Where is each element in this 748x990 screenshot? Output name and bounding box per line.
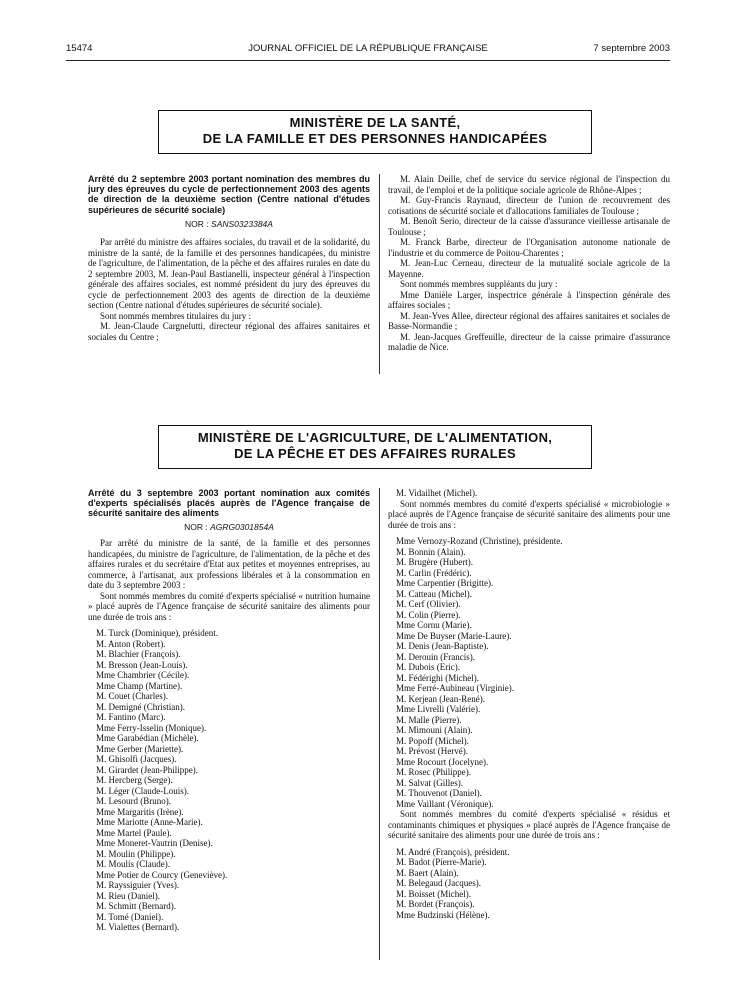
running-header bbox=[66, 43, 670, 57]
list-item: Mme Chambrier (Cécile). bbox=[96, 670, 190, 681]
list-item: M. Baert (Alain). bbox=[396, 867, 459, 878]
list-item: M. Derouin (Francis). bbox=[396, 651, 475, 662]
list-item: M. Hercberg (Serge). bbox=[96, 775, 173, 786]
list-item: M. Anton (Robert). bbox=[96, 638, 166, 649]
list-item: M. Carlin (Frédéric). bbox=[396, 567, 472, 578]
paragraph: Sont nommés membres suppléants du jury : bbox=[400, 279, 558, 289]
paragraph: Par arrêté du ministre de la santé, de la famille et des personnes handicapées, du ministre de l'agriculture, de l'alimentation, de la pêche et des affaires rurales et du secrétaire d'Etat aux petites et moyennes entreprises, au commerce, à l'artisanat, aux professions libérales et à la consommation en date du 3 septembre 2003 : bbox=[88, 538, 370, 591]
paragraph: Sont nommés membres du comité d'experts spécialisé « nutrition humaine » placé auprès de l'Agence française de sécurité sanitaire des aliments pour une durée de trois ans : bbox=[88, 590, 370, 622]
list-item: M. Moulin (Philippe). bbox=[96, 848, 176, 859]
nor-label: NOR : bbox=[185, 218, 209, 229]
paragraph: M. Jean-Yves Allee, directeur régional des affaires sanitaires et sociales de Basse-Normandie ; bbox=[388, 310, 670, 331]
list-item: M. Cerf (Olivier). bbox=[396, 599, 461, 609]
nor-reference bbox=[88, 522, 370, 533]
ministry-name-line1: MINISTÈRE DE LA SANTÉ, bbox=[289, 115, 461, 130]
list-item: M. Fantino (Marc). bbox=[96, 712, 166, 723]
list-item: Mme Vernozy-Rozand (Christine), présidente. bbox=[396, 536, 563, 546]
list-item: M. Boisset (Michel). bbox=[396, 888, 471, 899]
list-item: M. Kerjean (Jean-René). bbox=[396, 693, 485, 704]
article-right-column-2 bbox=[388, 488, 670, 920]
list-item: M. Rosec (Philippe). bbox=[396, 767, 471, 777]
list-item: M. Badot (Pierre-Marie). bbox=[396, 857, 487, 867]
paragraph: Sont nommés membres du comité d'experts spécialisé « résidus et contaminants chimiques et physiques » placé auprès de l'Agence française de sécurité sanitaire des aliments pour une durée de trois ans : bbox=[388, 809, 670, 840]
list-item: Mme Margaritis (Irène). bbox=[96, 806, 184, 817]
nor-label: NOR : bbox=[184, 521, 208, 532]
residues-committee-list bbox=[388, 847, 670, 921]
ministry-name-line2: DE LA FAMILLE ET DES PERSONNES HANDICAPÉES bbox=[202, 131, 548, 146]
ministry-box-sante bbox=[158, 110, 592, 154]
ministry-name-line1: MINISTÈRE DE L'AGRICULTURE, DE L'ALIMENTATION, bbox=[197, 430, 553, 445]
list-item: Mme Moneret-Vautrin (Denise). bbox=[96, 838, 213, 849]
list-item: Mme Livrelli (Valérie). bbox=[396, 704, 481, 714]
article-left-column-1 bbox=[88, 174, 370, 342]
article-left-column-2 bbox=[88, 488, 370, 933]
article-title: Arrêté du 3 septembre 2003 portant nomination aux comités d'experts spécialisés placés auprès de l'Agence française de sécurité sanitaire des aliments bbox=[88, 488, 370, 519]
header-rule bbox=[66, 60, 670, 61]
list-item: M. Demigné (Christian). bbox=[96, 701, 185, 712]
list-item: M. Lesourd (Bruno). bbox=[96, 796, 171, 807]
list-item: M. Turck (Dominique), président. bbox=[96, 628, 218, 639]
paragraph: M. Alain Deille, chef de service du service régional de l'inspection du travail, de l'emploi et de la politique sociale agricole de Rhône-Alpes ; bbox=[388, 174, 670, 195]
list-item: M. Dubois (Eric). bbox=[396, 662, 460, 672]
paragraph: M. Benoît Serio, directeur de la caisse d'assurance vieillesse artisanale de Toulouse ; bbox=[388, 216, 670, 237]
list-item: M. Malle (Pierre). bbox=[396, 714, 462, 725]
paragraph: M. Jean-Jacques Greffeuille, directeur de la caisse primaire d'assurance maladie de Nice. bbox=[388, 331, 670, 352]
list-item: M. Bresson (Jean-Louis). bbox=[96, 659, 188, 670]
issue-date: 7 septembre 2003 bbox=[593, 43, 670, 54]
list-item: M. Catteau (Michel). bbox=[396, 588, 472, 599]
list-item: M. Rieu (Daniel). bbox=[96, 890, 160, 901]
list-item: M. Thouvenot (Daniel). bbox=[396, 788, 482, 798]
article-title: Arrêté du 2 septembre 2003 portant nomination des membres du jury des épreuves du cycle de perfectionnement 2003 des agents de direction de la deuxième section (Centre national d'études supérieures de sécurité sociale) bbox=[88, 174, 370, 215]
nor-code: AGRG0301854A bbox=[210, 521, 274, 532]
list-item: Mme Vaillant (Véronique). bbox=[396, 798, 494, 809]
paragraph: M. Franck Barbe, directeur de l'Organisation autonome nationale de l'industrie et du commerce de Poitou-Charentes ; bbox=[388, 237, 670, 258]
list-item: M. Bordet (François). bbox=[396, 899, 475, 909]
list-item: Mme Rocourt (Jocelyne). bbox=[396, 756, 489, 767]
journal-title: JOURNAL OFFICIEL DE LA RÉPUBLIQUE FRANÇAISE bbox=[248, 43, 488, 54]
list-item: M. Tomé (Daniel). bbox=[96, 911, 164, 922]
list-item: M. Salvat (Gilles). bbox=[396, 777, 463, 788]
microbiology-committee-list bbox=[388, 536, 670, 809]
list-item: Mme Cornu (Marie). bbox=[396, 620, 472, 630]
nutrition-committee-list bbox=[88, 628, 370, 933]
ministry-box-agriculture bbox=[158, 425, 592, 469]
list-item: M. Denis (Jean-Baptiste). bbox=[396, 641, 489, 651]
column-separator bbox=[379, 174, 380, 374]
paragraph: M. Jean-Claude Cargnelutti, directeur régional des affaires sanitaires et sociales du Centre ; bbox=[88, 321, 370, 342]
list-item: Mme Potier de Courcy (Geneviève). bbox=[96, 869, 228, 880]
list-item: M. Léger (Claude-Louis). bbox=[96, 785, 189, 796]
list-item: M. Mimouni (Alain). bbox=[396, 725, 473, 735]
paragraph: Sont nommés membres titulaires du jury : bbox=[100, 310, 251, 321]
article-right-column-1 bbox=[388, 174, 670, 353]
list-item: M. Couet (Charles). bbox=[96, 691, 168, 702]
list-item: Mme Champ (Martine). bbox=[96, 680, 183, 691]
list-item: M. Prévost (Hervé). bbox=[396, 746, 468, 756]
list-item: M. Vialettes (Bernard). bbox=[96, 922, 180, 933]
list-item: Mme Budzinski (Hélène). bbox=[396, 909, 490, 920]
page-number: 15474 bbox=[66, 43, 93, 54]
paragraph: Mme Danièle Larger, inspectrice générale à l'inspection générale des affaires sociales ; bbox=[388, 289, 670, 310]
list-item: M. Vidailhet (Michel). bbox=[396, 488, 478, 498]
paragraph: M. Guy-Francis Raynaud, directeur de l'union de recouvrement des cotisations de sécurité sociale et d'allocations familiales de Toulouse ; bbox=[388, 195, 670, 216]
list-item: M. Belegaud (Jacques). bbox=[396, 878, 481, 888]
paragraph: M. Jean-Luc Cerneau, directeur de la mutualité sociale agricole de la Mayenne. bbox=[388, 258, 670, 279]
nutrition-committee-list-continued bbox=[388, 488, 670, 499]
list-item: M. Bonnin (Alain). bbox=[396, 546, 466, 557]
list-item: M. Schmitt (Bernard). bbox=[96, 901, 176, 912]
list-item: Mme Ferry-Isselin (Monique). bbox=[96, 722, 207, 733]
list-item: M. Rayssiguier (Yves). bbox=[96, 880, 180, 891]
paragraph: Par arrêté du ministre des affaires sociales, du travail et de la solidarité, du ministre de la santé, de la famille et des personnes handicapées, du ministre de l'agriculture, de l'alimentation, de la pêche et des affaires rurales en date du 2 septembre 2003, M. Jean-Paul Bastianelli, inspecteur général à l'inspection générale des affaires sociales, est nommé président du jury des épreuves du cycle de perfectionnement 2003 des agents de direction de la deuxième section (Centre national d'études supérieures de sécurité sociale). bbox=[88, 237, 370, 311]
list-item: Mme Ferré-Aubineau (Virginie). bbox=[396, 683, 515, 693]
list-item: M. Ghisolfi (Jacques). bbox=[96, 754, 177, 765]
nor-reference bbox=[88, 219, 370, 230]
list-item: Mme Gerber (Mariette). bbox=[96, 743, 184, 754]
list-item: M. Popoff (Michel). bbox=[396, 735, 469, 746]
list-item: Mme Martel (Paule). bbox=[96, 827, 172, 838]
list-item: M. Girardet (Jean-Philippe). bbox=[96, 764, 198, 775]
nor-code: SANS0323384A bbox=[211, 218, 273, 229]
list-item: Mme Carpentier (Brigitte). bbox=[396, 578, 494, 588]
list-item: M. André (François), président. bbox=[396, 846, 510, 857]
ministry-name-line2: DE LA PÊCHE ET DES AFFAIRES RURALES bbox=[234, 446, 516, 461]
list-item: Mme Mariotte (Anne-Marie). bbox=[96, 817, 203, 828]
paragraph: Sont nommés membres du comité d'experts spécialisé « microbiologie » placé auprès de l'Agence française de sécurité sanitaire des aliments pour une durée de trois ans : bbox=[388, 498, 670, 530]
list-item: M. Fédérighi (Michel). bbox=[396, 672, 479, 683]
list-item: M. Blachier (François). bbox=[96, 649, 181, 660]
list-item: Mme De Buyser (Marie-Laure). bbox=[396, 630, 512, 641]
column-separator bbox=[379, 488, 380, 960]
list-item: M. Moulis (Claude). bbox=[96, 859, 170, 870]
list-item: Mme Garabédian (Michèle). bbox=[96, 733, 199, 744]
list-item: M. Brugère (Hubert). bbox=[396, 557, 473, 567]
list-item: M. Colin (Pierre). bbox=[396, 609, 461, 620]
